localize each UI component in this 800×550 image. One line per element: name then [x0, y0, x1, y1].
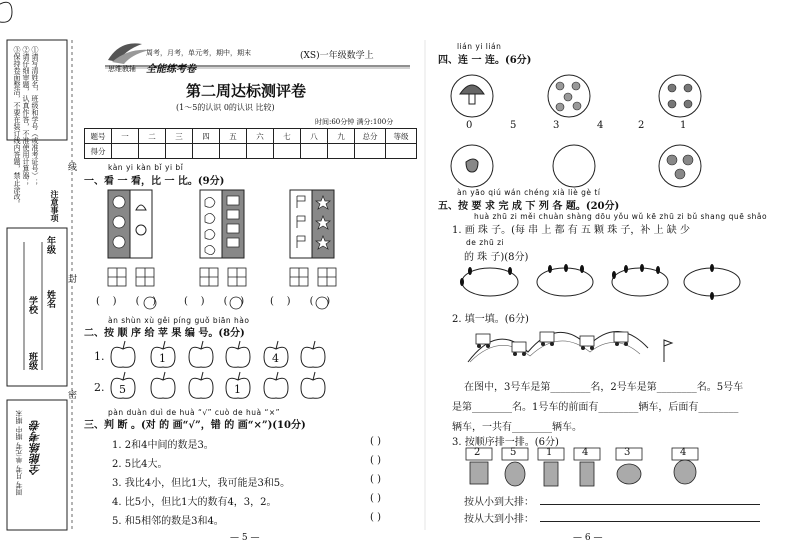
score-cell: 七	[274, 129, 301, 144]
judge-answer-blank[interactable]: ( )	[370, 474, 381, 485]
notice-heading: 注意事项	[50, 190, 60, 222]
section5-pinyin: àn yāo qiú wán chéng xià liè gè tí	[457, 188, 601, 197]
score-cell: 九	[328, 129, 355, 144]
q2-line1: 在图中，3号车是第________名，2号车是第________名。5号车	[464, 382, 744, 393]
section2-pinyin: àn shùn xù gěi píng guǒ biān hào	[108, 316, 250, 325]
section4-title: 四、连 一 连。(6分)	[438, 55, 532, 66]
apple-number: 1	[159, 352, 166, 365]
match-number[interactable]: 2	[638, 120, 645, 131]
compare-blank-1[interactable]: ( ) ( )	[96, 296, 157, 307]
match-number[interactable]: 4	[597, 120, 604, 131]
grade-label: 年级	[45, 236, 55, 254]
match-number[interactable]: 0	[466, 120, 473, 131]
score-cell: 总分	[355, 129, 386, 144]
section5-title: 五、按 要 求 完 成 下 列 各 题。(20分)	[438, 201, 620, 212]
card-number: 4	[582, 447, 589, 458]
notice-text: ①请写清姓名，班级和学号（或准考证号）； ②请仔细审题，认真作答，不准使用计算器； ③保持卷面整洁，不要在装订线内答题，禁止涂改。	[13, 46, 39, 207]
header-series: (XS)一年级数学上	[300, 51, 374, 61]
score-cell: 等级	[386, 129, 417, 144]
compare-blank-3[interactable]: ( ) ( )	[270, 296, 331, 307]
score-cell: 一	[112, 129, 139, 144]
page-number-left: — 5 —	[230, 533, 260, 543]
score-cell: 题号	[85, 129, 112, 144]
judge-item: 3. 我比4小，但比1大，我可能是3和5。	[112, 478, 291, 489]
apple-number: 5	[119, 383, 126, 396]
judge-answer-blank[interactable]: ( )	[370, 512, 381, 523]
card-number: 3	[624, 447, 631, 458]
score-cell: 六	[247, 129, 274, 144]
score-cell: 八	[301, 129, 328, 144]
header-tags: 周考，月考，单元考，期中，期末	[146, 49, 251, 57]
score-cell: 二	[139, 129, 166, 144]
card-number: 2	[474, 447, 481, 458]
judge-item: 1. 2和4中间的数是3。	[112, 440, 214, 451]
section1-title: 一、看 一 看，比 一 比。(9分)	[84, 176, 225, 187]
judge-item: 2. 5比4大。	[112, 459, 168, 470]
seal-line-char: 密	[68, 391, 78, 401]
judge-answer-blank[interactable]: ( )	[370, 436, 381, 447]
class-label: 班级	[27, 352, 37, 370]
section3-pinyin: pàn duàn duì de huà “√” cuò de huà “×”	[108, 408, 281, 417]
q1-pinyin2: de zhū zi	[466, 238, 505, 247]
q1-line1: 1. 画 珠 子。(每 串 上 都 有 五 颗 珠 子，补 上 缺 少	[452, 225, 690, 236]
time-info: 时间:60分钟 满分:100分	[315, 118, 394, 126]
q2-title: 2. 填一填。(6分)	[452, 314, 529, 325]
card-number: 4	[680, 447, 687, 458]
apple-row-label: 2.	[94, 381, 105, 394]
q2-line2: 是第________名。1号车的前面有________辆车，后面有________	[452, 402, 739, 413]
logo-text: 思维教辅	[108, 65, 136, 73]
score-cell: 三	[166, 129, 193, 144]
seal-line-char: 线	[68, 163, 78, 173]
score-cell: 得分	[85, 144, 112, 159]
match-number[interactable]: 3	[553, 120, 560, 131]
judge-answer-blank[interactable]: ( )	[370, 493, 381, 504]
match-number[interactable]: 1	[680, 120, 687, 131]
q3-title: 3. 按顺序排一排。(6分)	[452, 437, 559, 448]
apple-number: 4	[272, 352, 279, 365]
header-brand: 全能练考卷	[146, 64, 196, 75]
score-cell: 四	[193, 129, 220, 144]
compare-blank-2[interactable]: ( ) ( )	[184, 296, 245, 307]
sort-ascending-label: 按从小到大排：	[464, 497, 534, 508]
brand-tags-vertical: 周考 月考 单元考 期中 期末	[15, 410, 23, 496]
page-title: 第二周达标测评卷	[186, 82, 307, 100]
section1-pinyin: kàn yi kàn bǐ yi bǐ	[108, 163, 184, 172]
match-number[interactable]: 5	[510, 120, 517, 131]
section4-pinyin: lián yi lián	[457, 42, 502, 51]
sort-ascending-answer[interactable]	[540, 504, 760, 505]
card-number: 5	[510, 447, 517, 458]
sort-descending-answer[interactable]	[540, 521, 760, 522]
sort-descending-label: 按从大到小排：	[464, 514, 534, 525]
score-cell: 五	[220, 129, 247, 144]
apple-row-label: 1.	[94, 350, 105, 363]
section2-title: 二、按 顺 序 给 苹 果 编 号。(8分)	[84, 328, 245, 339]
seal-line-char: 封	[68, 275, 78, 285]
q1-line2: 的 珠 子)(8分)	[464, 252, 529, 263]
name-label: 姓名	[45, 290, 55, 308]
page-number-right: — 6 —	[573, 533, 603, 543]
judge-answer-blank[interactable]: ( )	[370, 455, 381, 466]
q1-pinyin: huà zhū zi měi chuàn shàng dōu yǒu wǔ kē zhū zi bǔ shang quē shǎo	[474, 212, 768, 221]
card-number: 1	[546, 447, 553, 458]
school-label: 学校	[27, 296, 37, 314]
brand-vertical: 全能练考卷	[29, 420, 42, 475]
page-subtitle: (1～5的认识 0的认识 比较)	[176, 103, 275, 112]
apple-number: 1	[234, 383, 241, 396]
section3-title: 三、判 断 。(对 的 画“√”，错 的 画“×”)(10分)	[84, 420, 306, 431]
q2-line3: 辆车，一共有________辆车。	[452, 422, 582, 433]
judge-item: 4. 比5小，但比1大的数有4，3，2。	[112, 497, 277, 508]
judge-item: 5. 和5相邻的数是3和4。	[112, 516, 224, 527]
